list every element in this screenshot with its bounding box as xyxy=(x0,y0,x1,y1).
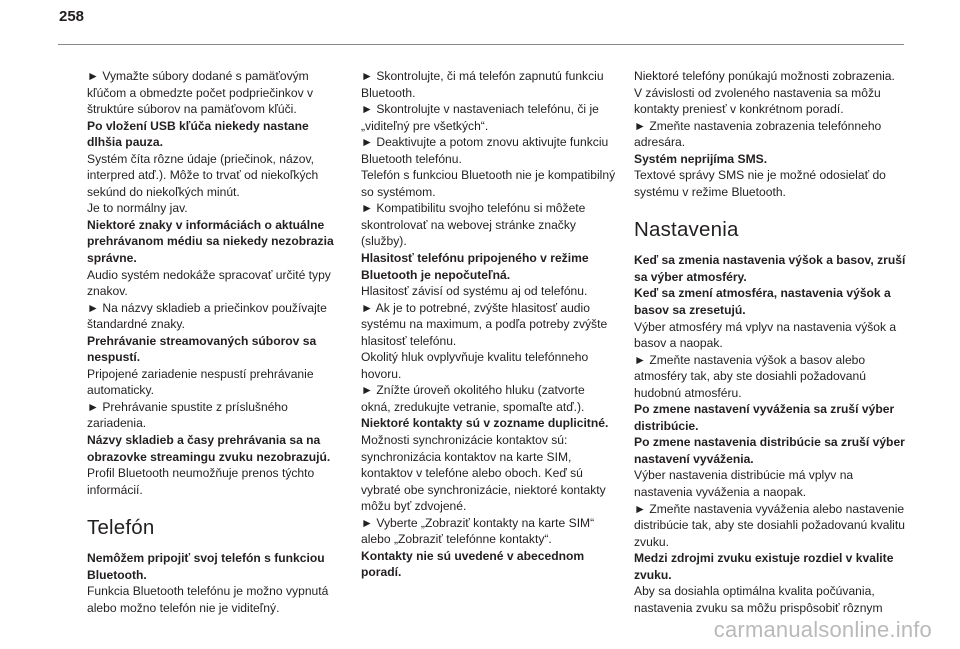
body-paragraph: Funkcia Bluetooth telefónu je možno vypnutá alebo možno telefón nie je viditeľný. xyxy=(87,584,329,615)
column-1 xyxy=(87,68,337,616)
bold-question: Kontakty nie sú uvedené v abecednom poradí. xyxy=(361,548,585,580)
bold-question: Prehrávanie streamovaných súborov sa nespustí. xyxy=(87,333,317,365)
body-paragraph: ► Skontrolujte, či má telefón zapnutú funkciu Bluetooth. xyxy=(361,69,604,100)
bold-question: Systém neprijíma SMS. xyxy=(634,151,768,166)
body-paragraph: ► Zmeňte nastavenia zobrazenia telefónneho adresára. xyxy=(634,118,882,150)
body-paragraph: Hlasitosť závisí od systému aj od telefónu. xyxy=(361,284,588,299)
bold-question: Niektoré kontakty sú v zozname duplicitné. xyxy=(361,416,609,431)
body-paragraph: Pripojené zariadenie nespustí prehrávanie automaticky. xyxy=(87,366,314,398)
section-heading: Nastavenia xyxy=(634,218,739,242)
column-3 xyxy=(634,68,906,616)
body-paragraph: Je to normálny jav. xyxy=(87,201,188,216)
bold-question: Keď sa zmenia nastavenia výšok a basov, zruší sa výber atmosféry. xyxy=(634,253,906,284)
body-paragraph: ► Deaktivujte a potom znovu aktivujte funkciu Bluetooth telefónu. xyxy=(361,135,609,166)
bold-question: Medzi zdrojmi zvuku existuje rozdiel v kvalite zvuku. xyxy=(634,551,894,582)
body-paragraph: Telefón s funkciou Bluetooth nie je kompatibilný so systémom. xyxy=(361,168,616,199)
watermark-text: carmanualsonline.info xyxy=(713,617,932,642)
body-paragraph: ► Na názvy skladieb a priečinkov používajte štandardné znaky. xyxy=(87,300,327,332)
bold-question: Nemôžem pripojiť svoj telefón s funkciou Bluetooth. xyxy=(87,551,325,582)
column-2 xyxy=(361,68,616,581)
section-heading: Telefón xyxy=(87,516,155,540)
bold-question: Po zmene nastavenia distribúcie sa zruší výber nastavení vyváženia. xyxy=(634,435,905,466)
body-paragraph: Výber atmosféry má vplyv na nastavenia výšok a basov a naopak. xyxy=(634,319,897,351)
body-paragraph: Audio systém nedokáže spracovať určité typy znakov. xyxy=(87,267,331,299)
body-paragraph: Textové správy SMS nie je možné odosielať do systému v režime Bluetooth. xyxy=(634,168,886,199)
body-paragraph: ► Ak je to potrebné, zvýšte hlasitosť audio systému na maximum, a podľa potreby zvýšte hlasitosť telefónu. xyxy=(361,300,608,348)
body-paragraph: Aby sa dosiahla optimálna kvalita počúvania, nastavenia zvuku sa môžu prispôsobiť rôznym xyxy=(634,584,883,615)
body-paragraph: Niektoré telefóny ponúkajú možnosti zobrazenia. V závislosti od zvoleného nastavenia sa môžu kontakty preniesť v konkrétnom poradí. xyxy=(634,69,895,117)
bold-question: Niektoré znaky v informáciách o aktuálne prehrávanom médiu sa niekedy nezobrazia správne. xyxy=(87,217,334,266)
body-paragraph: ► Vyberte „Zobraziť kontakty na karte SIM“ alebo „Zobraziť telefónne kontakty“. xyxy=(361,515,595,547)
header-divider xyxy=(58,44,904,45)
bold-question: Keď sa zmení atmosféra, nastavenia výšok a basov sa zresetujú. xyxy=(634,286,891,318)
body-paragraph: Profil Bluetooth neumožňuje prenos týchto informácií. xyxy=(87,466,315,497)
body-paragraph: ► Skontrolujte v nastaveniach telefónu, či je „viditeľný pre všetkých“. xyxy=(361,102,599,133)
body-paragraph: ► Zmeňte nastavenia výšok a basov alebo atmosféry tak, aby ste dosiahli požadovanú hudobnú atmosféru. xyxy=(634,352,866,400)
bold-question: Názvy skladieb a časy prehrávania sa na obrazovke streamingu zvuku nezobrazujú. xyxy=(87,433,331,464)
bold-question: Po zmene nastavení vyváženia sa zruší výber distribúcie. xyxy=(634,402,895,433)
body-paragraph: ► Znížte úroveň okolitého hluku (zatvorte okná, zredukujte vetranie, spomaľte atď.). xyxy=(361,383,585,414)
body-paragraph: Výber nastavenia distribúcie má vplyv na nastavenia vyváženia a naopak. xyxy=(634,468,854,500)
page-number: 258 xyxy=(59,8,85,25)
body-paragraph: Možnosti synchronizácie kontaktov sú: synchronizácia kontaktov na karte SIM, kontaktov v telefóne alebo oboch. Keď sú vybraté obe synchronizácie, niektoré kontakty môžu byť zdvojené. xyxy=(361,433,606,514)
bold-question: Po vložení USB kľúča niekedy nastane dlhšia pauza. xyxy=(87,118,309,150)
body-paragraph: ► Kompatibilitu svojho telefónu si môžete skontrolovať na webovej stránke značky (služby). xyxy=(361,201,586,249)
body-paragraph: Systém číta rôzne údaje (priečinok, názov, interpred atď.). Môže to trvať od niekoľkých sekúnd do niekoľkých minút. xyxy=(87,151,319,199)
bold-question: Hlasitosť telefónu pripojeného v režime Bluetooth je nepočuteľná. xyxy=(361,251,589,282)
body-paragraph: ► Zmeňte nastavenia vyváženia alebo nastavenie distribúcie tak, aby ste dosiahli požadovanú kvalitu zvuku. xyxy=(634,501,905,549)
body-paragraph: ► Vymažte súbory dodané s pamäťovým kľúčom a obmedzte počet podpriečinkov v štruktúre súborov na pamäťovom kľúči. xyxy=(87,69,314,117)
body-paragraph: Okolitý hluk ovplyvňuje kvalitu telefónneho hovoru. xyxy=(361,350,589,381)
body-paragraph: ► Prehrávanie spustite z príslušného zariadenia. xyxy=(87,399,288,431)
